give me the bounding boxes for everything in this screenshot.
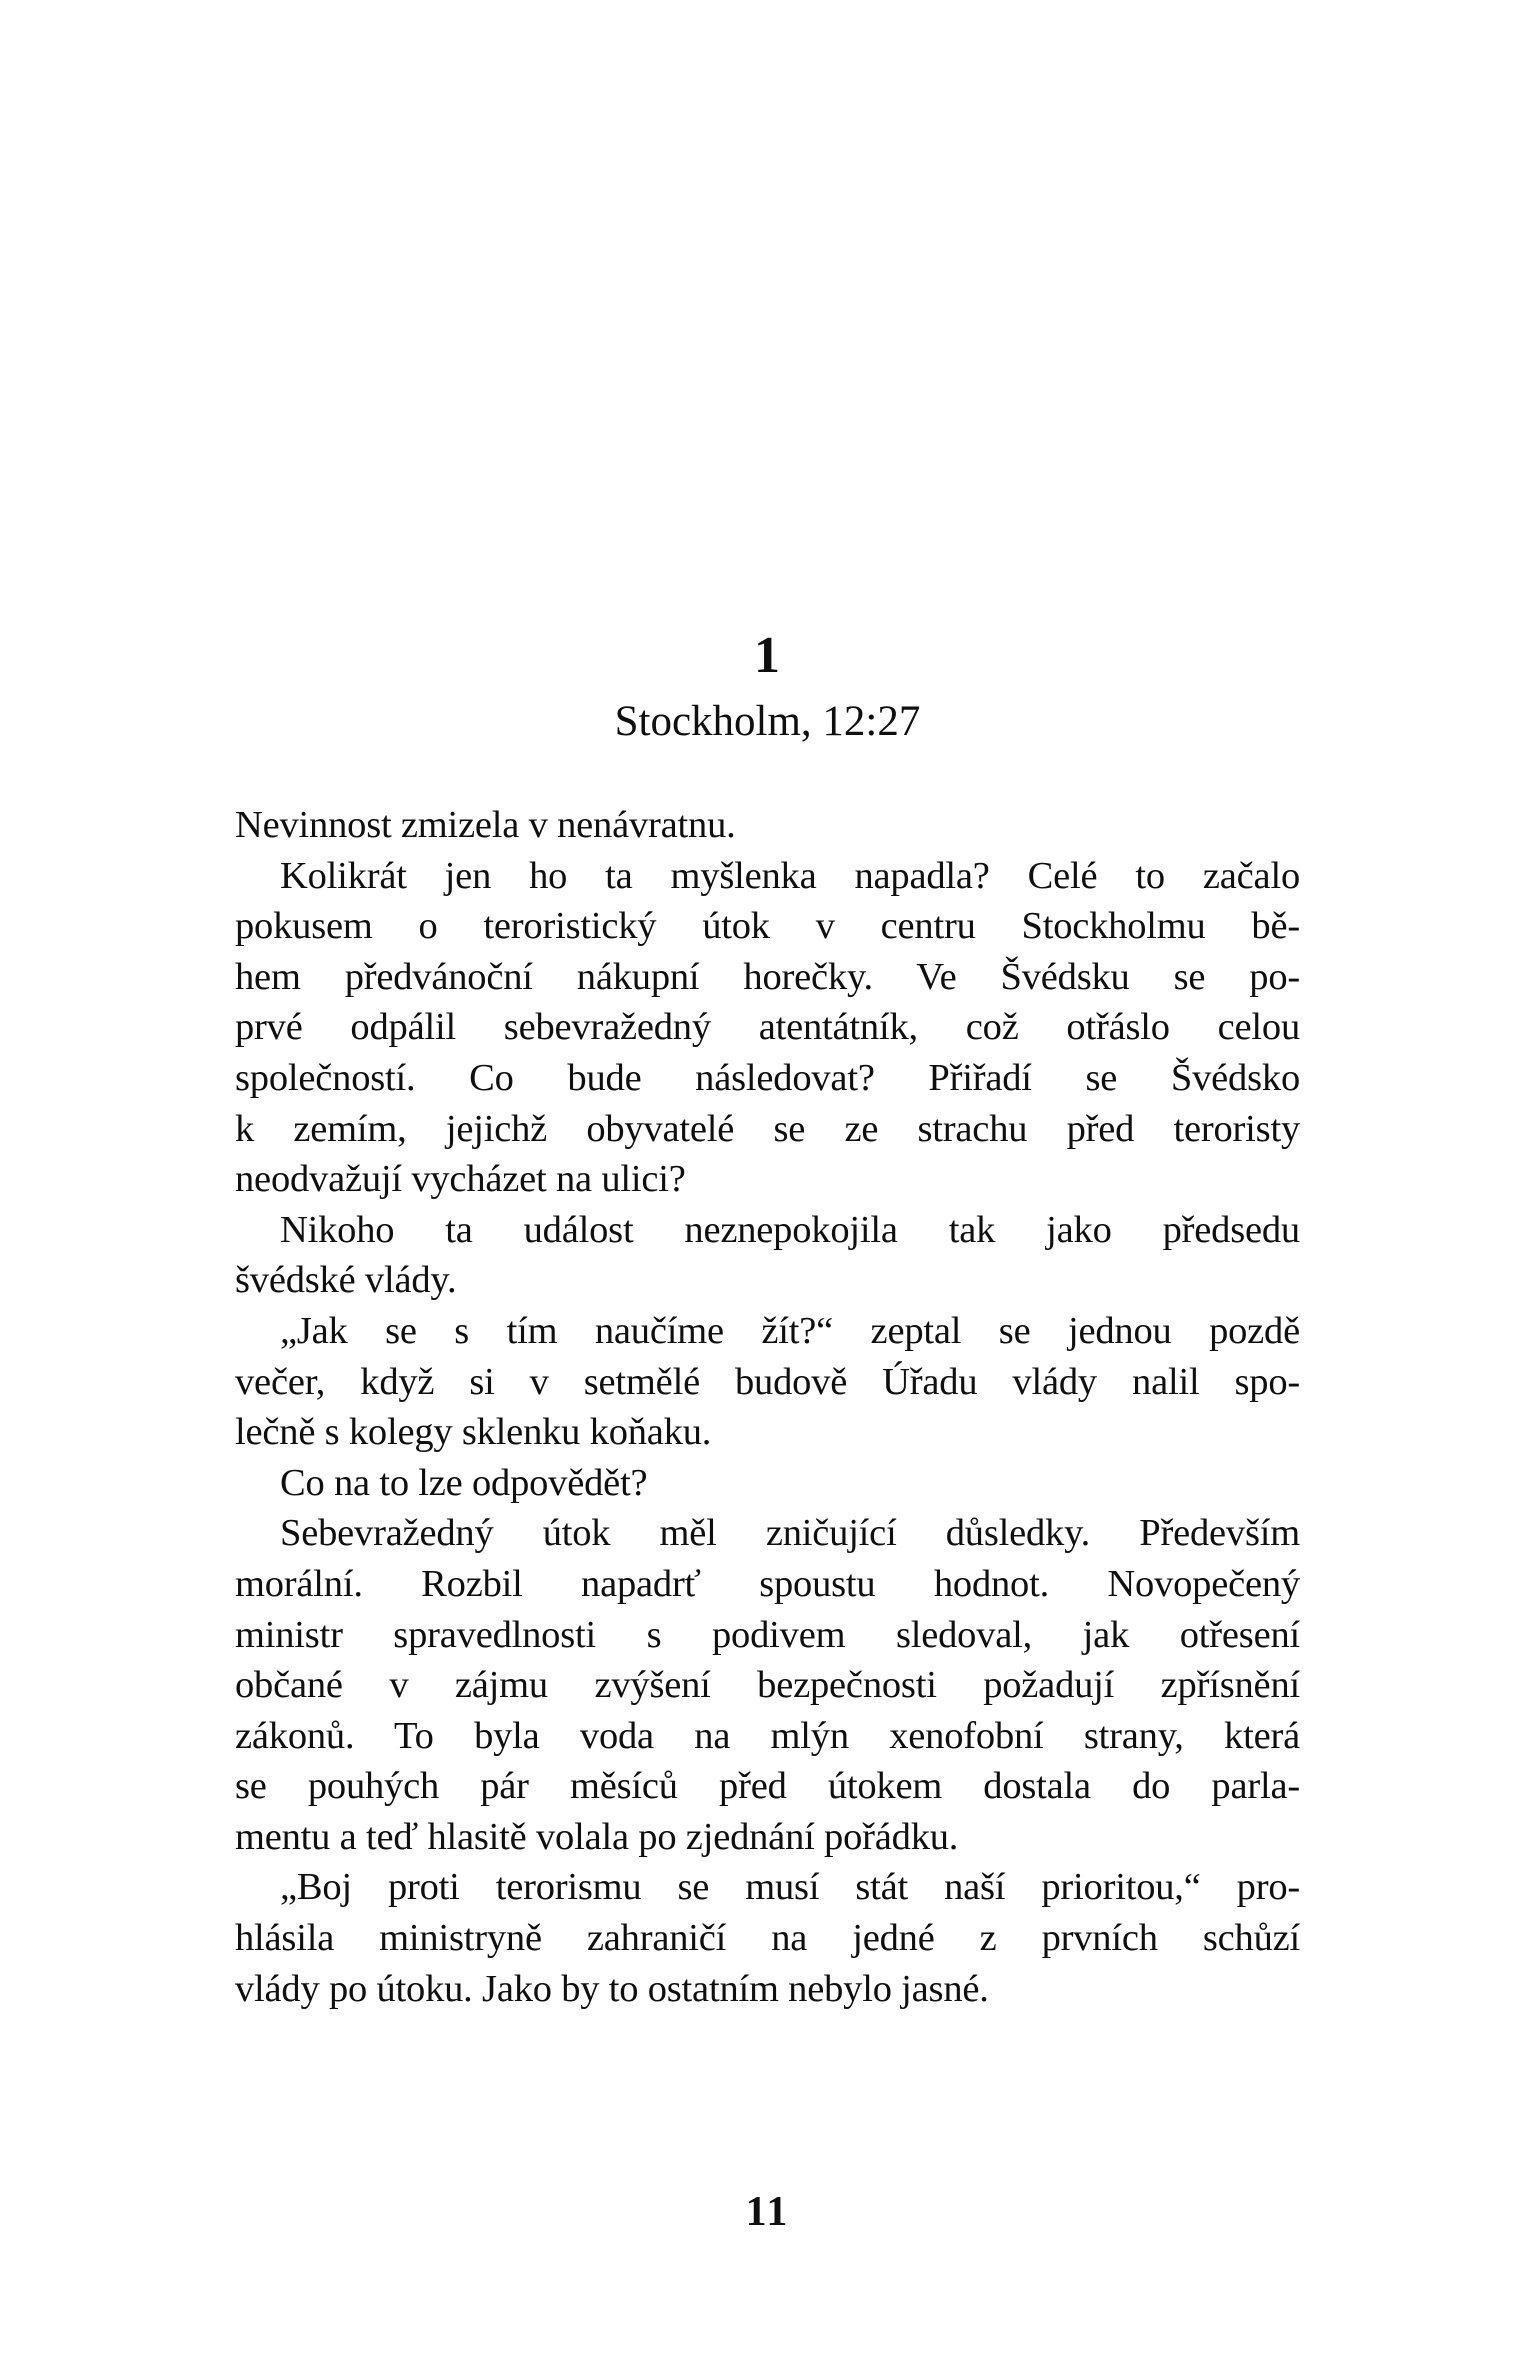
text-line: neodvažují vycházet na ulici?: [235, 1158, 686, 1201]
chapter-subtitle: Stockholm, 12:27: [614, 698, 921, 745]
text-line: zákonů. To byla voda na mlýn xenofobní strany, která: [235, 1714, 1300, 1757]
text-line: večer, když si v setmělé budově Úřadu vlády nalil spo-: [235, 1360, 1300, 1403]
text-line: Co na to lze odpovědět?: [280, 1461, 648, 1504]
text-line: lečně s kolegy sklenku koňaku.: [235, 1411, 712, 1454]
text-line: Nevinnost zmizela v nenávratnu.: [235, 804, 736, 846]
text-line: švédské vlády.: [235, 1259, 457, 1302]
text-line: pokusem o teroristický útok v centru Stockholmu bě-: [235, 905, 1300, 948]
chapter-number: 1: [754, 627, 781, 684]
text-line: „Jak se s tím naučíme žít?“ zeptal se jednou pozdě: [280, 1309, 1300, 1352]
text-line: občané v zájmu zvýšení bezpečnosti požadují zpřísnění: [235, 1664, 1300, 1707]
text-line: společností. Co bude následovat? Přiřadí se Švédsko: [235, 1056, 1300, 1099]
text-line: ministr spravedlnosti s podivem sledoval, jak otřesení: [235, 1613, 1300, 1656]
text-line: Kolikrát jen ho ta myšlenka napadla? Celé to začalo: [280, 854, 1300, 897]
text-line: hlásila ministryně zahraničí na jedné z prvních schůzí: [235, 1917, 1300, 1960]
text-line: Nikoho ta událost neznepokojila tak jako předsedu: [280, 1208, 1300, 1251]
text-line: k zemím, jejichž obyvatelé se ze strachu před teroristy: [235, 1107, 1300, 1150]
text-line: prvé odpálil sebevražedný atentátník, což otřáslo celou: [235, 1006, 1300, 1049]
page-number: 11: [745, 2189, 790, 2236]
body-text: [235, 800, 1300, 2014]
text-line: morální. Rozbil napadrť spoustu hodnot. Novopečený: [235, 1562, 1300, 1605]
text-line: se pouhých pár měsíců před útokem dostala do parla-: [235, 1765, 1300, 1808]
text-line: mentu a teď hlasitě volala po zjednání pořádku.: [235, 1815, 959, 1858]
text-line: vlády po útoku. Jako by to ostatním nebylo jasné.: [235, 1967, 989, 2010]
text-line: hem předvánoční nákupní horečky. Ve Švédsku se po-: [235, 955, 1300, 998]
text-line: Sebevražedný útok měl zničující důsledky. Především: [280, 1512, 1300, 1555]
text-line: „Boj proti terorismu se musí stát naší prioritou,“ pro-: [280, 1866, 1300, 1909]
